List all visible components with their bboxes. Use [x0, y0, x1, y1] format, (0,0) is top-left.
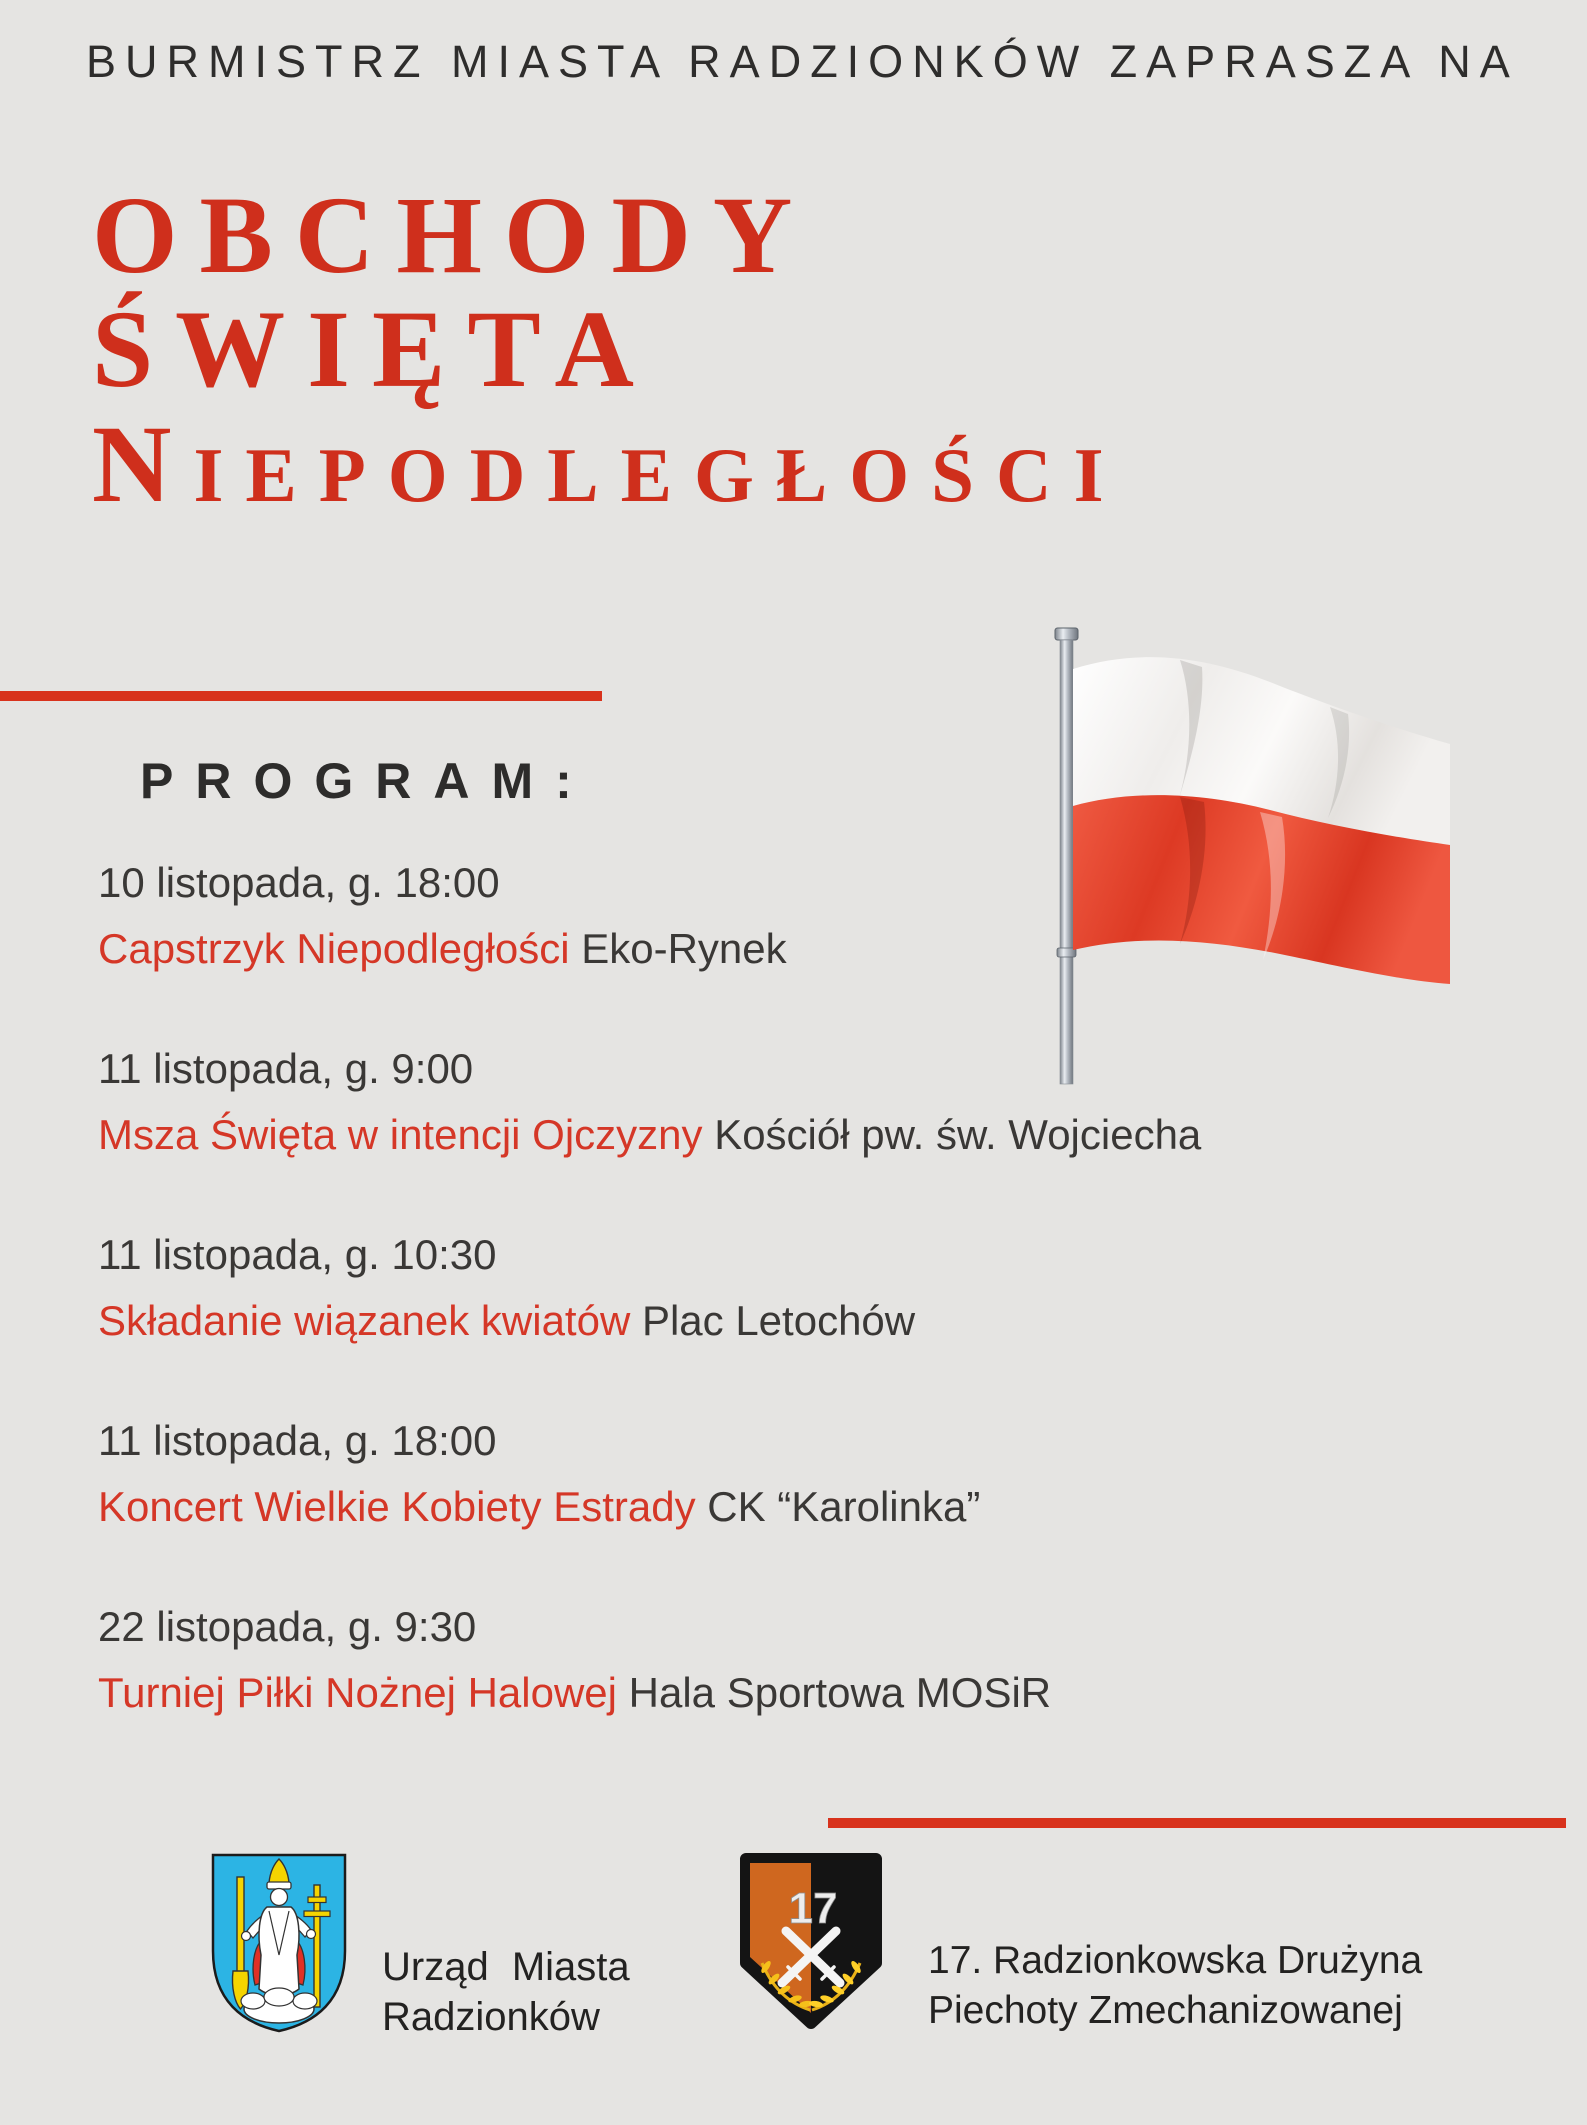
- event-date: 22 listopada, g. 9:30: [98, 1603, 477, 1650]
- event-name: Msza Święta w intencji Ojczyzny: [98, 1111, 703, 1158]
- crest-oar-shaft: [237, 1877, 244, 1973]
- crest-head: [271, 1889, 288, 1906]
- event-venue: Plac Letochów: [641, 1297, 916, 1344]
- program-item: [98, 1042, 1348, 1162]
- title-line-1: OBCHODY: [92, 174, 815, 296]
- city-office-line1: Urząd Miasta: [382, 1945, 630, 1989]
- city-office-caption: [382, 1942, 630, 2042]
- program-item: [98, 1228, 1348, 1348]
- crest-svg: [207, 1851, 351, 2035]
- program-list: [98, 856, 1348, 1786]
- red-divider-bottom: [828, 1818, 1566, 1828]
- event-line: [98, 1480, 1348, 1534]
- crest-robe: [259, 1907, 299, 1995]
- radzionkow-coat-of-arms: [207, 1851, 351, 2035]
- crest-cross-bar-top: [308, 1897, 326, 1903]
- city-office-line2: Radzionków: [382, 1995, 600, 2039]
- event-date: 10 listopada, g. 18:00: [98, 859, 500, 906]
- flag-pole-cap: [1055, 628, 1078, 640]
- troop-line2: Piechoty Zmechanizowanej: [928, 1989, 1403, 2032]
- event-date: 11 listopada, g. 9:00: [98, 1045, 474, 1092]
- badge-svg: [736, 1851, 886, 2033]
- title-line-3: Niepodległości: [92, 402, 1126, 525]
- event-date: 11 listopada, g. 10:30: [98, 1231, 497, 1278]
- event-name: Capstrzyk Niepodległości: [98, 925, 570, 972]
- troop-caption: [928, 1936, 1422, 2036]
- crest-cloud-bump-left: [241, 1993, 265, 2009]
- event-venue: Kościół pw. św. Wojciecha: [714, 1111, 1202, 1158]
- program-item: [98, 1414, 1348, 1534]
- invitation-line: BURMISTRZ MIASTA RADZIONKÓW ZAPRASZA NA: [86, 36, 1519, 87]
- crest-hand-right: [307, 1930, 316, 1939]
- event-date: 11 listopada, g. 18:00: [98, 1417, 497, 1464]
- event-name: Turniej Piłki Nożnej Halowej: [98, 1669, 617, 1716]
- crest-hand-left: [242, 1932, 251, 1941]
- crest-cross-bar-bottom: [304, 1911, 330, 1917]
- program-item: [98, 1600, 1348, 1720]
- program-heading: PROGRAM:: [140, 753, 594, 809]
- program-item: [98, 856, 1348, 976]
- event-line: [98, 1666, 1348, 1720]
- title-line-2: ŚWIĘTA: [92, 288, 656, 411]
- crest-cloud-bump-right: [293, 1993, 317, 2009]
- poster-title: [92, 174, 1126, 525]
- event-venue: CK “Karolinka”: [707, 1483, 981, 1530]
- troop-line1: 17. Radzionkowska Drużyna: [928, 1939, 1423, 1982]
- event-name: Składanie wiązanek kwiatów: [98, 1297, 631, 1344]
- crest-cloud-bump-mid: [264, 1988, 294, 2006]
- event-name: Koncert Wielkie Kobiety Estrady: [98, 1483, 696, 1530]
- event-line: [98, 922, 1348, 976]
- troop-badge: [736, 1851, 886, 2033]
- crest-cross-staff: [314, 1885, 320, 2007]
- red-divider-top: [0, 691, 602, 701]
- event-line: [98, 1108, 1348, 1162]
- badge-number: 17: [788, 1884, 838, 1933]
- event-venue: Eko-Rynek: [581, 925, 787, 972]
- event-venue: Hala Sportowa MOSiR: [628, 1669, 1052, 1716]
- event-line: [98, 1294, 1348, 1348]
